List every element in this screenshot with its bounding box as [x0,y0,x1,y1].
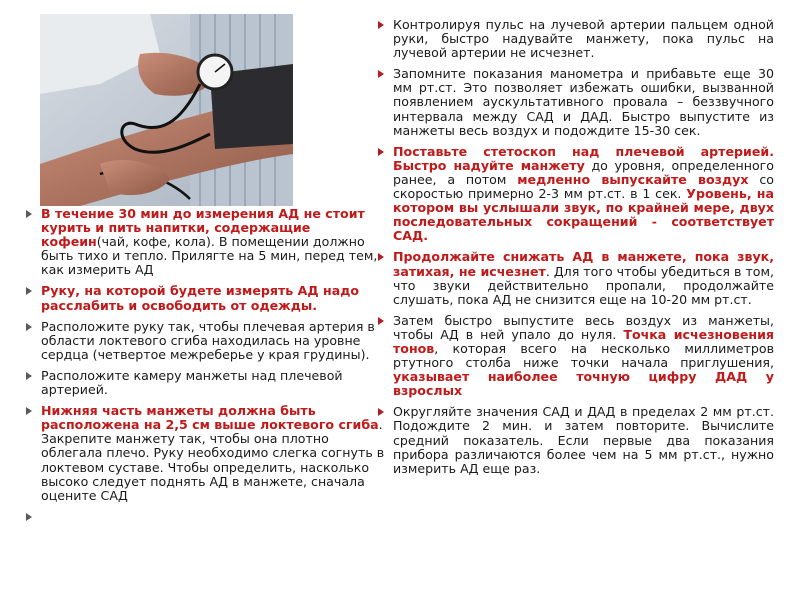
right-item-1 [378,18,774,60]
right-item-6 [378,405,774,475]
bullet-icon [378,148,384,156]
right-item-3-text-b: со скоростью примерно 2-3 мм рт.ст. в 1 сек. [393,171,775,202]
left-item-2 [26,284,388,312]
right-item-3-red-a: Поставьте стетоскоп над плечевой артерией. Быстро надуйте манжету [393,143,774,173]
bullet-icon [26,513,32,521]
photo-illustration [40,14,293,206]
blood-pressure-photo [40,14,293,206]
left-item-5 [26,404,388,503]
bullet-icon [378,317,384,325]
bullet-icon [378,253,384,261]
right-item-4-red: Продолжайте снижать АД в манжете, пока звук, затихая, не исчезнет [393,249,774,279]
right-item-1-text: Контролируя пульс на лучевой артерии пальцем одной руки, быстро надувайте манжету, пока пульс на лучевой артерии не исчезнет. [393,17,774,61]
bullet-icon [26,210,32,218]
right-item-3-red-b: медленно выпускайте воздух [517,171,749,187]
right-item-2-text: Запомните показания манометра и прибавьте еще 30 мм рт.ст. Это позволяет избежать ошибки, вызванной появлением аускультативного провала – беззвучного интервала между САД и ДАД. Быстро выпустите из манжеты весь воздух и подождите 15-30 сек. [393,66,774,138]
right-item-5-text-b: , которая всего на несколько миллиметров ртутного столба ниже точки начала приглушения, [393,340,774,371]
bullet-icon [378,21,384,29]
left-item-2-red: Руку, на которой будете измерять АД надо расслабить и освободить от одежды. [41,283,360,313]
right-item-3-red-c: Уровень, на котором вы услышали звук, по крайней мере, двух последовательных сокращений - соответствует САД. [393,186,775,244]
left-item-empty [26,510,388,524]
bullet-icon [26,287,32,295]
bullet-icon [378,408,384,416]
left-item-4-text: Расположите камеру манжеты над плечевой артерией. [41,367,343,398]
left-item-5-text: . Закрепите манжету так, чтобы она плотно облегала плечо. Руку необходимо слегка согнуть в локтевом суставе. Чтобы определить, насколько высоко следует поднять АД в манжете, сначала оцените САД [41,417,385,503]
bullet-icon [26,407,32,415]
left-item-3-text: Расположите руку так, чтобы плечевая артерия в области локтевого сгиба находилась на уровне сердца (четвертое межреберье у края грудины). [41,318,375,362]
left-item-1 [26,207,388,277]
left-item-4 [26,369,388,397]
left-item-1-text: (чай, кофе, кола). В помещении должно быть тихо и тепло. Прилягте на 5 мин, перед тем, как измерить АД [41,234,378,278]
left-column [26,207,388,531]
right-item-5 [378,314,774,399]
right-item-5-red-a: Точка исчезновения тонов [393,326,774,356]
left-item-1-red: В течение 30 мин до измерения АД не стоит курить и пить напитки, содержащие кофеин [41,206,365,250]
right-item-3 [378,145,774,244]
right-item-4-text: . Для того чтобы убедиться в том, что звуки действительно пропали, продолжайте слушать, пока АД не снизится еще на 10-20 мм рт.ст. [393,263,774,307]
bullet-icon [378,70,384,78]
right-item-3-text-a: до уровня, определенного ранее, а потом [393,157,774,187]
right-item-4 [378,250,774,306]
right-item-6-text: Округляйте значения САД и ДАД в пределах 2 мм рт.ст. Подождите 2 мин. и затем повторите. Вычислите средний показатель. Если первые два показания прибора различаются более чем на 5 мм рт.ст., нужно измерить АД еще раз. [393,404,774,476]
left-item-3 [26,320,388,362]
left-item-5-red: Нижняя часть манжеты должна быть расположена на 2,5 см выше локтевого сгиба [41,403,379,433]
right-column [378,18,774,483]
right-item-2 [378,67,774,137]
bullet-icon [26,323,32,331]
right-item-5-red-b: указывает наиболее точную цифру ДАД у взрослых [393,369,774,399]
bullet-icon [26,372,32,380]
right-item-5-text-a: Затем быстро выпустите весь воздух из манжеты, чтобы АД в ней упало до нуля. [393,312,774,342]
